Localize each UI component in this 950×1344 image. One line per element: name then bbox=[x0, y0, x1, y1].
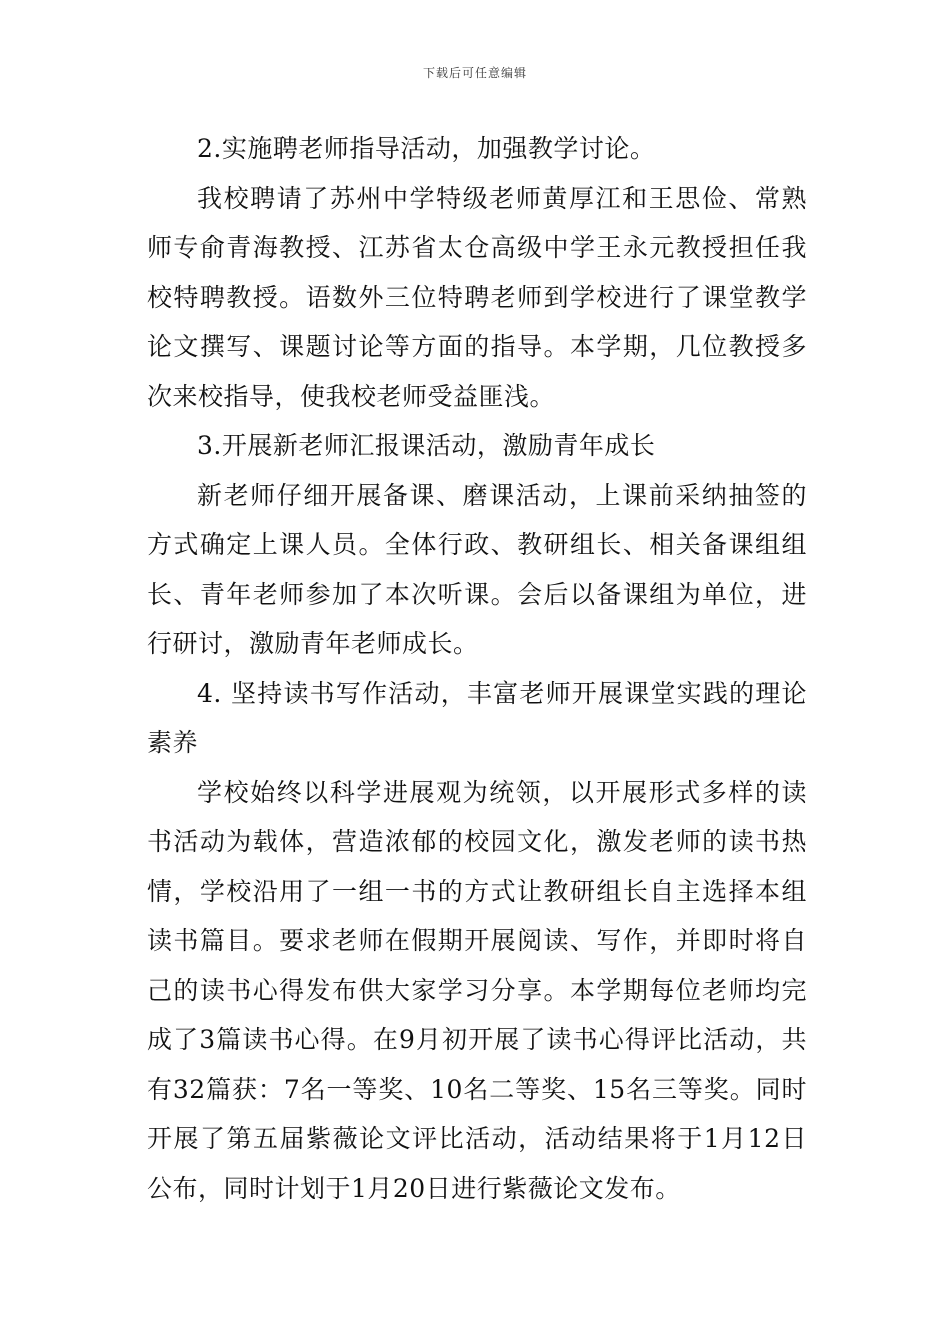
header-note: 下载后可任意编辑 bbox=[422, 66, 527, 80]
section-heading-3: 3.开展新老师汇报课活动，激励青年成长 bbox=[197, 431, 656, 460]
section-heading-2: 2.实施聘老师指导活动，加强教学讨论。 bbox=[197, 134, 656, 163]
document-body bbox=[147, 124, 807, 1213]
body-paragraph: 我校聘请了苏州中学特级老师黄厚江和王思俭、常熟师专俞青海教授、江苏省太仓高级中学王永元教授担任我校特聘教授。语数外三位特聘老师到学校进行了课堂教学论文撰写、课题讨论等方面的指导。本学期，几位教授多次来校指导，使我校老师受益匪浅。 bbox=[147, 183, 807, 411]
body-paragraph: 新老师仔细开展备课、磨课活动，上课前采纳抽签的方式确定上课人员。全体行政、教研组长、相关备课组组长、青年老师参加了本次听课。会后以备课组为单位，进行研讨，激励青年老师成长。 bbox=[147, 480, 807, 658]
section-heading-4: 4. 坚持读书写作活动，丰富老师开展课堂实践的理论素养 bbox=[147, 678, 807, 757]
body-paragraph: 学校始终以科学进展观为统领，以开展形式多样的读书活动为载体，营造浓郁的校园文化，激发老师的读书热情，学校沿用了一组一书的方式让教研组长自主选择本组读书篇目。要求老师在假期开展阅读、写作，并即时将自己的读书心得发布供大家学习分享。本学期每位老师均完成了3篇读书心得。在9月初开展了读书心得评比活动，共有32篇获：7名一等奖、10名二等奖、15名三等奖。同时开展了第五届紫薇论文评比活动，活动结果将于1月12日公布，同时计划于1月20日进行紫薇论文发布。 bbox=[147, 777, 807, 1203]
